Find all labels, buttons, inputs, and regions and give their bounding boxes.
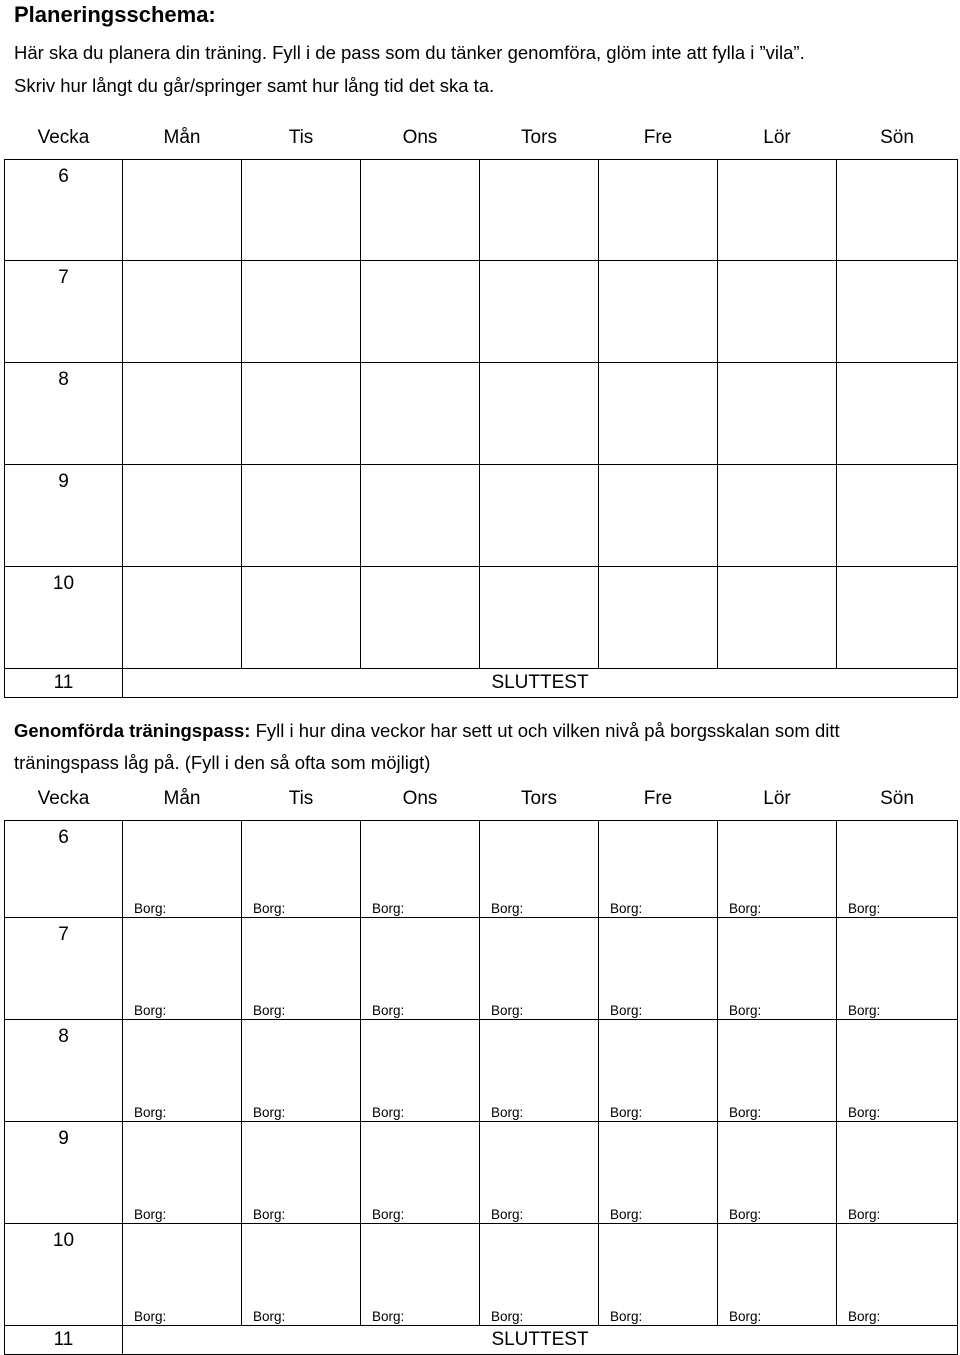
day-cell[interactable] (480, 1020, 599, 1122)
borg-label: Borg: (491, 1309, 524, 1324)
completed-table (4, 778, 958, 1355)
borg-label: Borg: (729, 1207, 762, 1222)
week-row (5, 261, 958, 363)
day-cell[interactable] (361, 567, 480, 669)
borg-label: Borg: (491, 1105, 524, 1120)
final-week-row (5, 1326, 958, 1355)
week-number: 7 (5, 918, 123, 1020)
day-cell[interactable] (837, 821, 958, 918)
day-cell[interactable] (123, 1224, 242, 1326)
borg-label: Borg: (253, 1309, 286, 1324)
borg-label: Borg: (729, 901, 762, 916)
day-cell[interactable] (599, 567, 718, 669)
day-cell[interactable] (123, 821, 242, 918)
week-row (5, 1020, 958, 1122)
day-cell[interactable] (123, 918, 242, 1020)
header-cell: Ons (361, 778, 480, 821)
day-cell[interactable] (837, 465, 958, 567)
section2-line-2: träningspass låg på. (Fyll i den så ofta som möjligt) (14, 752, 431, 773)
section2-line-1 (14, 715, 840, 747)
day-cell[interactable] (718, 261, 837, 363)
day-cell[interactable] (480, 1224, 599, 1326)
week-number: 9 (5, 1122, 123, 1224)
day-cell[interactable] (123, 363, 242, 465)
borg-label: Borg: (491, 1207, 524, 1222)
final-test-label: SLUTTEST (123, 1326, 958, 1355)
week-row (5, 918, 958, 1020)
borg-label: Borg: (491, 901, 524, 916)
header-cell: Tors (480, 117, 599, 160)
final-week-number: 11 (5, 1326, 123, 1355)
borg-label: Borg: (253, 1207, 286, 1222)
intro-text (14, 36, 805, 102)
borg-label: Borg: (372, 901, 405, 916)
week-number: 7 (5, 261, 123, 363)
day-cell[interactable] (718, 1122, 837, 1224)
day-cell[interactable] (242, 1224, 361, 1326)
day-cell[interactable] (837, 1020, 958, 1122)
section2-line-1-text: Fyll i hur dina veckor har sett ut och vilken nivå på borgsskalan som ditt (250, 720, 840, 741)
borg-label: Borg: (134, 1207, 167, 1222)
week-number: 10 (5, 1224, 123, 1326)
day-cell[interactable] (480, 465, 599, 567)
day-cell[interactable] (480, 567, 599, 669)
header-cell: Vecka (5, 117, 123, 160)
day-cell[interactable] (837, 160, 958, 261)
day-cell[interactable] (242, 261, 361, 363)
borg-label: Borg: (134, 901, 167, 916)
header-cell: Tis (242, 778, 361, 821)
day-cell[interactable] (480, 918, 599, 1020)
day-cell[interactable] (361, 821, 480, 918)
header-cell: Fre (599, 778, 718, 821)
day-cell[interactable] (123, 1122, 242, 1224)
day-cell[interactable] (599, 160, 718, 261)
day-cell[interactable] (480, 363, 599, 465)
borg-label: Borg: (134, 1309, 167, 1324)
borg-label: Borg: (610, 1105, 643, 1120)
borg-label: Borg: (848, 1207, 881, 1222)
intro-line-1: Här ska du planera din träning. Fyll i de pass som du tänker genomföra, glöm inte att fylla i ”vila”. (14, 42, 805, 63)
day-cell[interactable] (361, 363, 480, 465)
borg-label: Borg: (729, 1309, 762, 1324)
day-cell[interactable] (837, 567, 958, 669)
day-cell[interactable] (718, 465, 837, 567)
borg-label: Borg: (848, 1003, 881, 1018)
week-row (5, 465, 958, 567)
day-cell[interactable] (242, 821, 361, 918)
borg-label: Borg: (610, 1003, 643, 1018)
day-cell[interactable] (718, 1020, 837, 1122)
day-cell[interactable] (837, 918, 958, 1020)
header-cell: Sön (837, 117, 958, 160)
header-row (5, 778, 958, 821)
day-cell[interactable] (361, 1224, 480, 1326)
day-cell[interactable] (599, 363, 718, 465)
borg-label: Borg: (848, 1105, 881, 1120)
week-row (5, 567, 958, 669)
header-cell: Lör (718, 778, 837, 821)
borg-label: Borg: (253, 1105, 286, 1120)
planning-table (4, 117, 958, 698)
borg-label: Borg: (848, 901, 881, 916)
final-test-label: SLUTTEST (123, 669, 958, 698)
final-week-row (5, 669, 958, 698)
day-cell[interactable] (242, 363, 361, 465)
page-title: Planeringsschema: (14, 2, 216, 27)
header-cell: Tors (480, 778, 599, 821)
header-cell: Lör (718, 117, 837, 160)
week-number: 8 (5, 363, 123, 465)
borg-label: Borg: (610, 1309, 643, 1324)
borg-label: Borg: (372, 1105, 405, 1120)
day-cell[interactable] (361, 918, 480, 1020)
week-row (5, 821, 958, 918)
week-number: 6 (5, 821, 123, 918)
day-cell[interactable] (599, 1224, 718, 1326)
day-cell[interactable] (837, 363, 958, 465)
borg-label: Borg: (372, 1207, 405, 1222)
section2-text (14, 715, 840, 779)
day-cell[interactable] (480, 261, 599, 363)
week-number: 9 (5, 465, 123, 567)
header-cell: Ons (361, 117, 480, 160)
day-cell[interactable] (361, 261, 480, 363)
day-cell[interactable] (480, 1122, 599, 1224)
day-cell[interactable] (599, 261, 718, 363)
final-week-number: 11 (5, 669, 123, 698)
borg-label: Borg: (372, 1309, 405, 1324)
week-number: 6 (5, 160, 123, 261)
borg-label: Borg: (491, 1003, 524, 1018)
header-cell: Mån (123, 117, 242, 160)
day-cell[interactable] (361, 465, 480, 567)
day-cell[interactable] (718, 821, 837, 918)
intro-line-2: Skriv hur långt du går/springer samt hur lång tid det ska ta. (14, 75, 495, 96)
week-row (5, 1224, 958, 1326)
day-cell[interactable] (718, 1224, 837, 1326)
week-row (5, 1122, 958, 1224)
day-cell[interactable] (599, 1122, 718, 1224)
borg-label: Borg: (729, 1105, 762, 1120)
day-cell[interactable] (837, 1122, 958, 1224)
day-cell[interactable] (242, 160, 361, 261)
borg-label: Borg: (729, 1003, 762, 1018)
header-cell: Sön (837, 778, 958, 821)
day-cell[interactable] (123, 465, 242, 567)
borg-label: Borg: (134, 1105, 167, 1120)
day-cell[interactable] (242, 1020, 361, 1122)
borg-label: Borg: (610, 1207, 643, 1222)
day-cell[interactable] (242, 567, 361, 669)
borg-label: Borg: (253, 1003, 286, 1018)
day-cell[interactable] (599, 465, 718, 567)
day-cell[interactable] (599, 1020, 718, 1122)
day-cell[interactable] (123, 160, 242, 261)
day-cell[interactable] (480, 160, 599, 261)
section2-heading: Genomförda träningspass: (14, 720, 251, 741)
day-cell[interactable] (718, 567, 837, 669)
borg-label: Borg: (848, 1309, 881, 1324)
day-cell[interactable] (361, 1122, 480, 1224)
week-number: 8 (5, 1020, 123, 1122)
header-cell: Vecka (5, 778, 123, 821)
day-cell[interactable] (242, 918, 361, 1020)
week-row (5, 363, 958, 465)
borg-label: Borg: (372, 1003, 405, 1018)
day-cell[interactable] (480, 821, 599, 918)
day-cell[interactable] (123, 261, 242, 363)
week-number: 10 (5, 567, 123, 669)
day-cell[interactable] (123, 1020, 242, 1122)
day-cell[interactable] (123, 567, 242, 669)
header-cell: Tis (242, 117, 361, 160)
day-cell[interactable] (361, 1020, 480, 1122)
header-cell: Mån (123, 778, 242, 821)
borg-label: Borg: (253, 901, 286, 916)
day-cell[interactable] (242, 1122, 361, 1224)
header-row (5, 117, 958, 160)
day-cell[interactable] (718, 160, 837, 261)
borg-label: Borg: (134, 1003, 167, 1018)
week-row (5, 160, 958, 261)
header-cell: Fre (599, 117, 718, 160)
day-cell[interactable] (361, 160, 480, 261)
day-cell[interactable] (242, 465, 361, 567)
day-cell[interactable] (718, 363, 837, 465)
borg-label: Borg: (610, 901, 643, 916)
day-cell[interactable] (599, 918, 718, 1020)
day-cell[interactable] (599, 821, 718, 918)
day-cell[interactable] (837, 261, 958, 363)
day-cell[interactable] (718, 918, 837, 1020)
day-cell[interactable] (837, 1224, 958, 1326)
